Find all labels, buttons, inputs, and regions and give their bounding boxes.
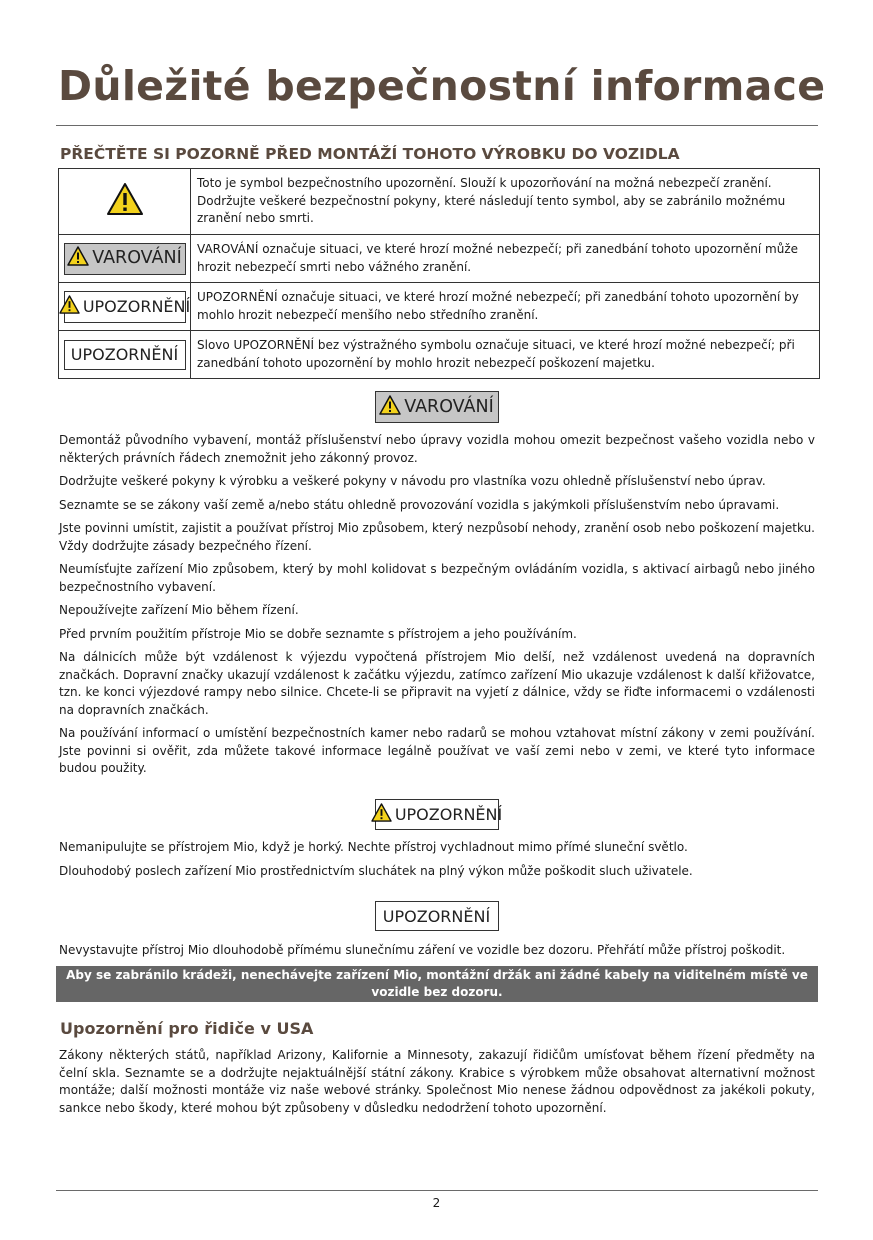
paragraph: Neumísťujte zařízení Mio způsobem, který by mohl kolidovat s bezpečným ovládáním vozidla, s aktivací airbagů nebo jiného bezpečnostního vybavení. [59, 562, 815, 594]
title-divider [56, 125, 818, 126]
paragraph: Nevystavujte přístroj Mio dlouhodobě přímému slunečnímu záření ve vozidle bez dozoru. Přehřátí může přístroj poškodit. [59, 943, 786, 957]
usa-heading: Upozornění pro řidiče v USA [60, 1019, 314, 1038]
label-text: UPOZORNĚNÍ [82, 296, 191, 316]
paragraph: Seznamte se se zákony vaší země a/nebo státu ohledně provozování vozidla s jakýmkoli příslušenstvím nebo úpravami. [59, 497, 780, 512]
paragraph: Nepoužívejte zařízení Mio během řízení. [59, 603, 299, 617]
page-number: 2 [432, 1196, 441, 1210]
warning-triangle-icon [106, 205, 144, 219]
paragraph: Nemanipulujte se přístrojem Mio, když je horký. Nechte přístroj vychladnout mimo přímé sluneční světlo. [59, 840, 688, 854]
paragraph: Na dálnicích může být vzdálenost k výjezdu vypočtená přístrojem Mio delší, než vzdálenost uvedená na dopravních značkách. Dopravní značky ukazují vzdálenost k začátku výjezdu, zatímco zařízení Mio ukazuje vzdálenost k další křižovatce, tzn. ke konci výjezdové rampy nebo silnice. Chcete-li se připravit na vyjetí z dálnice, vždy se řiďte informacemi o vzdálenosti na dopravních značkách. [59, 650, 815, 717]
upozorneni-plain-label [375, 901, 499, 931]
usa-paragraph-wrap [59, 1047, 815, 1123]
read-carefully-heading: PŘEČTĚTE SI POZORNĚ PŘED MONTÁŽÍ TOHOTO VÝROBKU DO VOZIDLA [60, 145, 680, 163]
warning-section-label-wrap [0, 391, 873, 423]
paragraph: Dodržujte veškeré pokyny k výrobku a veškeré pokyny v návodu pro vlastníka vozu ohledně příslušenství nebo úprav. [59, 474, 766, 488]
warning-triangle-icon [59, 295, 80, 318]
page-title: Důležité bezpečnostní informace [58, 62, 826, 110]
label-text: UPOZORNĚNÍ [382, 906, 491, 926]
symbol-cell [59, 169, 191, 235]
table-row [59, 283, 820, 331]
varovani-label [64, 243, 186, 275]
label-text: UPOZORNĚNÍ [70, 344, 179, 364]
table-row [59, 331, 820, 379]
paragraph: Demontáž původního vybavení, montáž příslušenství nebo úpravy vozidla mohou omezit bezpečnost vašeho vozidla nebo v některých právních řádech znemožnit jeho zákonný provoz. [59, 433, 815, 465]
paragraph: Před prvním použitím přístroje Mio se dobře seznamte s přístrojem a jeho používáním. [59, 626, 577, 641]
notice-section-label-wrap [0, 901, 873, 931]
warning-paragraphs [59, 432, 815, 784]
label-text: VAROVÁNÍ [404, 397, 494, 417]
table-row [59, 169, 820, 235]
caution-paragraphs [59, 839, 815, 886]
warning-triangle-icon [371, 803, 392, 826]
paragraph: Dlouhodobý poslech zařízení Mio prostřednictvím sluchátek na plný výkon může poškodit sluch uživatele. [59, 863, 693, 878]
symbol-description: Toto je symbol bezpečnostního upozornění. Slouží k upozorňování na možná nebezpečí zranění. Dodržujte veškeré bezpečnostní pokyny, které následují tento symbol, aby se zabránilo možnému zranění nebo smrti. [191, 169, 820, 235]
upozorneni-label [64, 291, 191, 323]
warning-triangle-icon [67, 246, 89, 271]
label-text: VAROVÁNÍ [92, 247, 182, 268]
varovani-label [375, 391, 499, 423]
upozorneni-label [375, 799, 503, 830]
warning-triangle-icon [379, 395, 401, 420]
symbol-cell [59, 331, 191, 379]
symbol-description: VAROVÁNÍ označuje situaci, ve které hrozí možné nebezpečí; při zanedbání tohoto upozornění může hrozit nebezpečí smrti nebo vážného zranění. [191, 235, 820, 283]
table-row [59, 235, 820, 283]
footer-divider [56, 1190, 818, 1191]
paragraph: Jste povinni umístit, zajistit a používat přístroj Mio způsobem, který nezpůsobí nehody, zranění osob nebo poškození majetku. Vždy dodržujte zásady bezpečného řízení. [59, 521, 815, 553]
label-text: UPOZORNĚNÍ [394, 805, 503, 824]
caution-section-label-wrap [0, 799, 873, 830]
paragraph: Na používání informací o umístění bezpečnostních kamer nebo radarů se mohou vztahovat místní zákony v zemi používání. Jste povinni si ověřit, zda můžete takové informace legálně používat ve vaší zemi nebo v zemi, ve které tyto informace budou použity. [59, 726, 815, 775]
symbol-cell [59, 283, 191, 331]
upozorneni-plain-label [64, 340, 186, 370]
notice-paragraphs [59, 942, 815, 966]
safety-symbols-table [58, 168, 820, 379]
symbol-description: Slovo UPOZORNĚNÍ bez výstražného symbolu označuje situaci, ve které hrozí možné nebezpečí; při zanedbání tohoto upozornění by mohlo hrozit nebezpečí poškození majetku. [191, 331, 820, 379]
anti-theft-highlight: Aby se zabránilo krádeži, nenechávejte zařízení Mio, montážní držák ani žádné kabely na viditelném místě ve vozidle bez dozoru. [56, 966, 818, 1002]
paragraph: Zákony některých států, například Arizony, Kalifornie a Minnesoty, zakazují řidičům umísťovat během řízení předměty na čelní skla. Seznamte se a dodržujte nejaktuálnější státní zákony. Krabice s výrobkem může obsahovat alternativní možnost montáže; další možnosti montáže viz naše webové stránky. Společnost Mio nenese žádnou odpovědnost za jakékoli pokuty, sankce nebo škody, které mohou být způsobeny v důsledku nedodržení tohoto upozornění. [59, 1048, 815, 1115]
symbol-description: UPOZORNĚNÍ označuje situaci, ve které hrozí možné nebezpečí; při zanedbání tohoto upozornění by mohlo hrozit nebezpečí menšího nebo středního zranění. [191, 283, 820, 331]
symbol-cell [59, 235, 191, 283]
